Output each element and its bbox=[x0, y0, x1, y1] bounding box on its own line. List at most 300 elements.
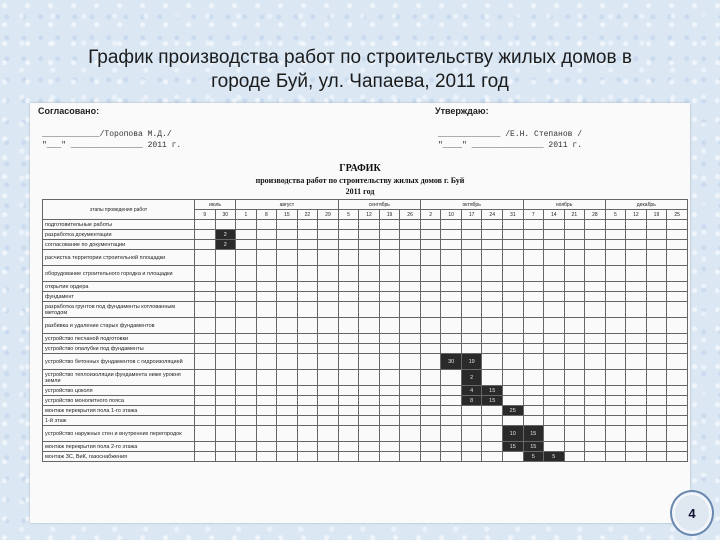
grid-cell bbox=[359, 292, 380, 302]
grid-cell bbox=[297, 318, 318, 334]
grid-cell bbox=[626, 220, 647, 230]
grid-cell bbox=[523, 220, 544, 230]
grid-cell bbox=[236, 416, 257, 426]
grid-cell bbox=[482, 302, 503, 318]
grid-cell bbox=[318, 318, 339, 334]
grid-cell bbox=[236, 334, 257, 344]
grid-cell bbox=[502, 250, 523, 266]
grid-cell bbox=[585, 266, 606, 282]
day-header: 12 bbox=[359, 210, 380, 220]
grid-cell bbox=[544, 334, 565, 344]
grid-cell bbox=[359, 230, 380, 240]
grid-cell bbox=[667, 344, 688, 354]
grid-cell bbox=[564, 370, 585, 386]
task-name: открытие ордера bbox=[43, 282, 195, 292]
grid-cell bbox=[318, 266, 339, 282]
grid-cell bbox=[236, 282, 257, 292]
grid-cell bbox=[544, 292, 565, 302]
grid-cell bbox=[667, 396, 688, 406]
grid-cell bbox=[626, 334, 647, 344]
table-row bbox=[43, 302, 688, 318]
table-row bbox=[43, 442, 688, 452]
grid-cell bbox=[646, 318, 667, 334]
grid-cell bbox=[626, 452, 647, 462]
day-header: 15 bbox=[277, 210, 298, 220]
grid-cell bbox=[482, 292, 503, 302]
grid-cell bbox=[195, 344, 216, 354]
table-row bbox=[43, 354, 688, 370]
grid-cell bbox=[502, 370, 523, 386]
month-header: ноябрь bbox=[523, 200, 605, 210]
grid-cell bbox=[359, 354, 380, 370]
grid-cell bbox=[667, 220, 688, 230]
grid-cell bbox=[379, 220, 400, 230]
grid-cell bbox=[297, 250, 318, 266]
grid-cell bbox=[605, 240, 626, 250]
grid-cell bbox=[359, 406, 380, 416]
grid-cell bbox=[420, 442, 441, 452]
grid-cell bbox=[338, 282, 359, 292]
grid-cell bbox=[482, 266, 503, 282]
scheduled-cell: 2 bbox=[461, 370, 482, 386]
grid-cell bbox=[195, 230, 216, 240]
grid-cell bbox=[277, 230, 298, 240]
grid-cell bbox=[667, 302, 688, 318]
grid-cell bbox=[585, 452, 606, 462]
grid-cell bbox=[256, 302, 277, 318]
grid-cell bbox=[564, 416, 585, 426]
grid-cell bbox=[236, 406, 257, 416]
grid-cell bbox=[646, 334, 667, 344]
grid-cell bbox=[482, 370, 503, 386]
scheduled-cell: 2 bbox=[215, 230, 236, 240]
scheduled-cell: 10 bbox=[502, 426, 523, 442]
grid-cell bbox=[667, 240, 688, 250]
agreed-signature-line: ____________/Торопова М.Д./ bbox=[42, 130, 172, 139]
grid-cell bbox=[400, 416, 421, 426]
grid-cell bbox=[646, 426, 667, 442]
grid-cell bbox=[544, 396, 565, 406]
grid-cell bbox=[297, 282, 318, 292]
grid-cell bbox=[585, 240, 606, 250]
grid-cell bbox=[626, 344, 647, 354]
grid-cell bbox=[215, 292, 236, 302]
grid-cell bbox=[236, 230, 257, 240]
grid-cell bbox=[297, 396, 318, 406]
grid-cell bbox=[667, 230, 688, 240]
grid-cell bbox=[400, 240, 421, 250]
scheduled-cell: 15 bbox=[482, 386, 503, 396]
day-header: 1 bbox=[236, 210, 257, 220]
task-name: устройство монолитного пояса bbox=[43, 396, 195, 406]
grid-cell bbox=[379, 396, 400, 406]
grid-cell bbox=[277, 250, 298, 266]
grid-cell bbox=[482, 344, 503, 354]
document-heading: ГРАФИК bbox=[339, 163, 381, 174]
grid-cell bbox=[605, 406, 626, 416]
grid-cell bbox=[215, 452, 236, 462]
grid-cell bbox=[564, 282, 585, 292]
grid-cell bbox=[400, 370, 421, 386]
grid-cell bbox=[256, 344, 277, 354]
grid-cell bbox=[646, 266, 667, 282]
grid-cell bbox=[626, 426, 647, 442]
grid-cell bbox=[236, 240, 257, 250]
grid-cell bbox=[420, 240, 441, 250]
grid-cell bbox=[277, 452, 298, 462]
grid-cell bbox=[646, 396, 667, 406]
grid-cell bbox=[400, 250, 421, 266]
approved-signature-line: _____________ /Е.Н. Степанов / bbox=[438, 130, 583, 139]
grid-cell bbox=[461, 318, 482, 334]
day-header: 29 bbox=[318, 210, 339, 220]
table-row bbox=[43, 230, 688, 240]
grid-cell bbox=[379, 344, 400, 354]
grid-cell bbox=[215, 250, 236, 266]
grid-cell bbox=[400, 386, 421, 396]
grid-cell bbox=[400, 334, 421, 344]
grid-cell bbox=[523, 302, 544, 318]
grid-cell bbox=[359, 442, 380, 452]
grid-cell bbox=[482, 426, 503, 442]
grid-cell bbox=[564, 426, 585, 442]
grid-cell bbox=[195, 266, 216, 282]
grid-cell bbox=[461, 344, 482, 354]
grid-cell bbox=[215, 266, 236, 282]
grid-cell bbox=[585, 318, 606, 334]
grid-cell bbox=[215, 396, 236, 406]
grid-cell bbox=[318, 292, 339, 302]
scheduled-cell: 8 bbox=[461, 396, 482, 406]
grid-cell bbox=[318, 370, 339, 386]
grid-cell bbox=[297, 416, 318, 426]
grid-cell bbox=[338, 230, 359, 240]
month-header: сентябрь bbox=[338, 200, 420, 210]
table-row bbox=[43, 318, 688, 334]
grid-cell bbox=[523, 406, 544, 416]
table-row bbox=[43, 452, 688, 462]
grid-cell bbox=[256, 318, 277, 334]
grid-cell bbox=[277, 442, 298, 452]
grid-cell bbox=[379, 426, 400, 442]
grid-cell bbox=[544, 266, 565, 282]
grid-cell bbox=[482, 442, 503, 452]
grid-cell bbox=[544, 416, 565, 426]
grid-cell bbox=[461, 334, 482, 344]
grid-cell bbox=[626, 416, 647, 426]
task-name: расчистка территории строительной площадки bbox=[43, 250, 195, 266]
grid-cell bbox=[544, 282, 565, 292]
grid-cell bbox=[585, 442, 606, 452]
grid-cell bbox=[626, 386, 647, 396]
grid-cell bbox=[338, 386, 359, 396]
day-header: 25 bbox=[667, 210, 688, 220]
grid-cell bbox=[215, 416, 236, 426]
grid-cell bbox=[195, 240, 216, 250]
grid-cell bbox=[195, 282, 216, 292]
grid-cell bbox=[461, 416, 482, 426]
task-name: монтаж ЗС, ВиК, газоснабжения bbox=[43, 452, 195, 462]
grid-cell bbox=[338, 250, 359, 266]
grid-cell bbox=[482, 230, 503, 240]
day-header: 9 bbox=[195, 210, 216, 220]
grid-cell bbox=[564, 318, 585, 334]
grid-cell bbox=[523, 416, 544, 426]
grid-cell bbox=[441, 386, 462, 396]
grid-cell bbox=[544, 386, 565, 396]
grid-cell bbox=[544, 354, 565, 370]
grid-cell bbox=[585, 406, 606, 416]
grid-cell bbox=[523, 240, 544, 250]
grid-cell bbox=[482, 240, 503, 250]
grid-cell bbox=[297, 334, 318, 344]
grid-cell bbox=[359, 318, 380, 334]
grid-cell bbox=[297, 426, 318, 442]
grid-cell bbox=[236, 396, 257, 406]
grid-cell bbox=[461, 292, 482, 302]
grid-cell bbox=[646, 250, 667, 266]
grid-cell bbox=[441, 334, 462, 344]
grid-cell bbox=[605, 250, 626, 266]
grid-cell bbox=[195, 370, 216, 386]
grid-cell bbox=[482, 250, 503, 266]
grid-cell bbox=[359, 302, 380, 318]
grid-cell bbox=[667, 426, 688, 442]
grid-cell bbox=[482, 334, 503, 344]
grid-cell bbox=[585, 416, 606, 426]
day-header: 7 bbox=[523, 210, 544, 220]
month-header: декабрь bbox=[605, 200, 687, 210]
grid-cell bbox=[420, 318, 441, 334]
table-row bbox=[43, 396, 688, 406]
grid-cell bbox=[544, 240, 565, 250]
grid-cell bbox=[195, 250, 216, 266]
grid-cell bbox=[646, 416, 667, 426]
grid-cell bbox=[441, 442, 462, 452]
grid-cell bbox=[544, 302, 565, 318]
grid-cell bbox=[626, 266, 647, 282]
grid-cell bbox=[400, 344, 421, 354]
grid-cell bbox=[359, 370, 380, 386]
grid-cell bbox=[441, 240, 462, 250]
grid-cell bbox=[523, 354, 544, 370]
scanned-schedule-document bbox=[30, 103, 690, 523]
grid-cell bbox=[585, 354, 606, 370]
grid-cell bbox=[400, 318, 421, 334]
grid-cell bbox=[646, 452, 667, 462]
grid-cell bbox=[441, 250, 462, 266]
grid-cell bbox=[195, 334, 216, 344]
slide-title-line-2: городе Буй, ул. Чапаева, 2011 год bbox=[211, 71, 509, 92]
grid-cell bbox=[277, 282, 298, 292]
grid-cell bbox=[215, 370, 236, 386]
grid-cell bbox=[297, 442, 318, 452]
grid-cell bbox=[585, 396, 606, 406]
grid-cell bbox=[236, 250, 257, 266]
grid-cell bbox=[605, 416, 626, 426]
grid-cell bbox=[420, 292, 441, 302]
day-header: 31 bbox=[502, 210, 523, 220]
grid-cell bbox=[564, 354, 585, 370]
grid-cell bbox=[236, 354, 257, 370]
agreed-label: Согласовано: bbox=[38, 106, 100, 116]
grid-cell bbox=[256, 396, 277, 406]
grid-cell bbox=[236, 302, 257, 318]
task-name: согласование по документации bbox=[43, 240, 195, 250]
grid-cell bbox=[256, 386, 277, 396]
grid-cell bbox=[379, 266, 400, 282]
grid-cell bbox=[420, 354, 441, 370]
grid-cell bbox=[236, 452, 257, 462]
grid-cell bbox=[256, 370, 277, 386]
grid-cell bbox=[502, 318, 523, 334]
grid-cell bbox=[667, 292, 688, 302]
grid-cell bbox=[626, 240, 647, 250]
grid-cell bbox=[359, 220, 380, 230]
grid-cell bbox=[502, 416, 523, 426]
grid-cell bbox=[523, 370, 544, 386]
grid-cell bbox=[420, 416, 441, 426]
grid-cell bbox=[338, 318, 359, 334]
grid-cell bbox=[441, 282, 462, 292]
grid-cell bbox=[420, 452, 441, 462]
grid-cell bbox=[338, 302, 359, 318]
grid-cell bbox=[338, 426, 359, 442]
grid-cell bbox=[646, 442, 667, 452]
grid-cell bbox=[379, 282, 400, 292]
grid-cell bbox=[400, 292, 421, 302]
grid-cell bbox=[420, 220, 441, 230]
task-name: подготовительные работы bbox=[43, 220, 195, 230]
grid-cell bbox=[667, 354, 688, 370]
grid-cell bbox=[400, 354, 421, 370]
agreed-date-line: "___" _______________ 2011 г. bbox=[42, 141, 182, 150]
grid-cell bbox=[277, 370, 298, 386]
grid-cell bbox=[195, 302, 216, 318]
grid-cell bbox=[420, 302, 441, 318]
grid-cell bbox=[564, 240, 585, 250]
grid-cell bbox=[400, 266, 421, 282]
grid-cell bbox=[502, 334, 523, 344]
scheduled-cell: 4 bbox=[461, 386, 482, 396]
grid-cell bbox=[338, 416, 359, 426]
grid-cell bbox=[585, 292, 606, 302]
slide-title-line-1: График производства работ по строительству жилых домов в bbox=[88, 47, 632, 68]
task-name: разработка грунтов под фундаменты котлованным методом bbox=[43, 302, 195, 318]
grid-cell bbox=[318, 250, 339, 266]
grid-cell bbox=[400, 452, 421, 462]
grid-cell bbox=[502, 396, 523, 406]
grid-cell bbox=[256, 406, 277, 416]
grid-cell bbox=[564, 292, 585, 302]
grid-cell bbox=[461, 266, 482, 282]
grid-cell bbox=[359, 344, 380, 354]
grid-cell bbox=[441, 292, 462, 302]
grid-cell bbox=[523, 318, 544, 334]
grid-cell bbox=[523, 344, 544, 354]
grid-cell bbox=[585, 302, 606, 318]
grid-cell bbox=[318, 406, 339, 416]
table-row bbox=[43, 370, 688, 386]
grid-cell bbox=[667, 334, 688, 344]
month-header: август bbox=[236, 200, 339, 210]
grid-cell bbox=[318, 452, 339, 462]
grid-cell bbox=[277, 334, 298, 344]
grid-cell bbox=[564, 442, 585, 452]
task-name: устройство бетонных фундаментов с гидроизоляцией bbox=[43, 354, 195, 370]
grid-cell bbox=[379, 416, 400, 426]
grid-cell bbox=[215, 386, 236, 396]
grid-cell bbox=[585, 334, 606, 344]
task-name: устройство наружных стен и внутренних перегородок bbox=[43, 426, 195, 442]
task-name: разработка документации bbox=[43, 230, 195, 240]
table-row bbox=[43, 250, 688, 266]
scheduled-cell: 25 bbox=[502, 406, 523, 416]
grid-cell bbox=[441, 452, 462, 462]
grid-cell bbox=[195, 220, 216, 230]
grid-cell bbox=[523, 396, 544, 406]
grid-cell bbox=[277, 416, 298, 426]
grid-cell bbox=[544, 250, 565, 266]
grid-cell bbox=[420, 344, 441, 354]
grid-cell bbox=[564, 302, 585, 318]
grid-cell bbox=[605, 302, 626, 318]
grid-cell bbox=[215, 318, 236, 334]
grid-cell bbox=[338, 240, 359, 250]
grid-cell bbox=[277, 386, 298, 396]
grid-cell bbox=[585, 220, 606, 230]
grid-cell bbox=[441, 302, 462, 318]
grid-cell bbox=[297, 240, 318, 250]
grid-cell bbox=[256, 292, 277, 302]
grid-cell bbox=[441, 318, 462, 334]
grid-cell bbox=[646, 344, 667, 354]
grid-cell bbox=[359, 334, 380, 344]
page-number-badge bbox=[670, 490, 714, 536]
grid-cell bbox=[297, 386, 318, 396]
day-header: 12 bbox=[626, 210, 647, 220]
grid-cell bbox=[359, 282, 380, 292]
grid-cell bbox=[482, 318, 503, 334]
grid-cell bbox=[585, 282, 606, 292]
grid-cell bbox=[338, 370, 359, 386]
table-row bbox=[43, 386, 688, 396]
grid-cell bbox=[277, 344, 298, 354]
grid-cell bbox=[626, 354, 647, 370]
grid-cell bbox=[502, 240, 523, 250]
grid-cell bbox=[564, 230, 585, 240]
grid-cell bbox=[420, 370, 441, 386]
grid-cell bbox=[420, 426, 441, 442]
grid-cell bbox=[482, 354, 503, 370]
table-row bbox=[43, 266, 688, 282]
grid-cell bbox=[461, 406, 482, 416]
schedule-table bbox=[42, 199, 688, 462]
grid-cell bbox=[297, 230, 318, 240]
grid-cell bbox=[359, 386, 380, 396]
grid-cell bbox=[420, 230, 441, 240]
grid-cell bbox=[256, 426, 277, 442]
grid-cell bbox=[277, 240, 298, 250]
day-header: 10 bbox=[441, 210, 462, 220]
grid-cell bbox=[236, 370, 257, 386]
grid-cell bbox=[585, 426, 606, 442]
grid-cell bbox=[195, 442, 216, 452]
grid-cell bbox=[215, 406, 236, 416]
grid-cell bbox=[646, 230, 667, 240]
grid-cell bbox=[461, 250, 482, 266]
grid-cell bbox=[359, 250, 380, 266]
